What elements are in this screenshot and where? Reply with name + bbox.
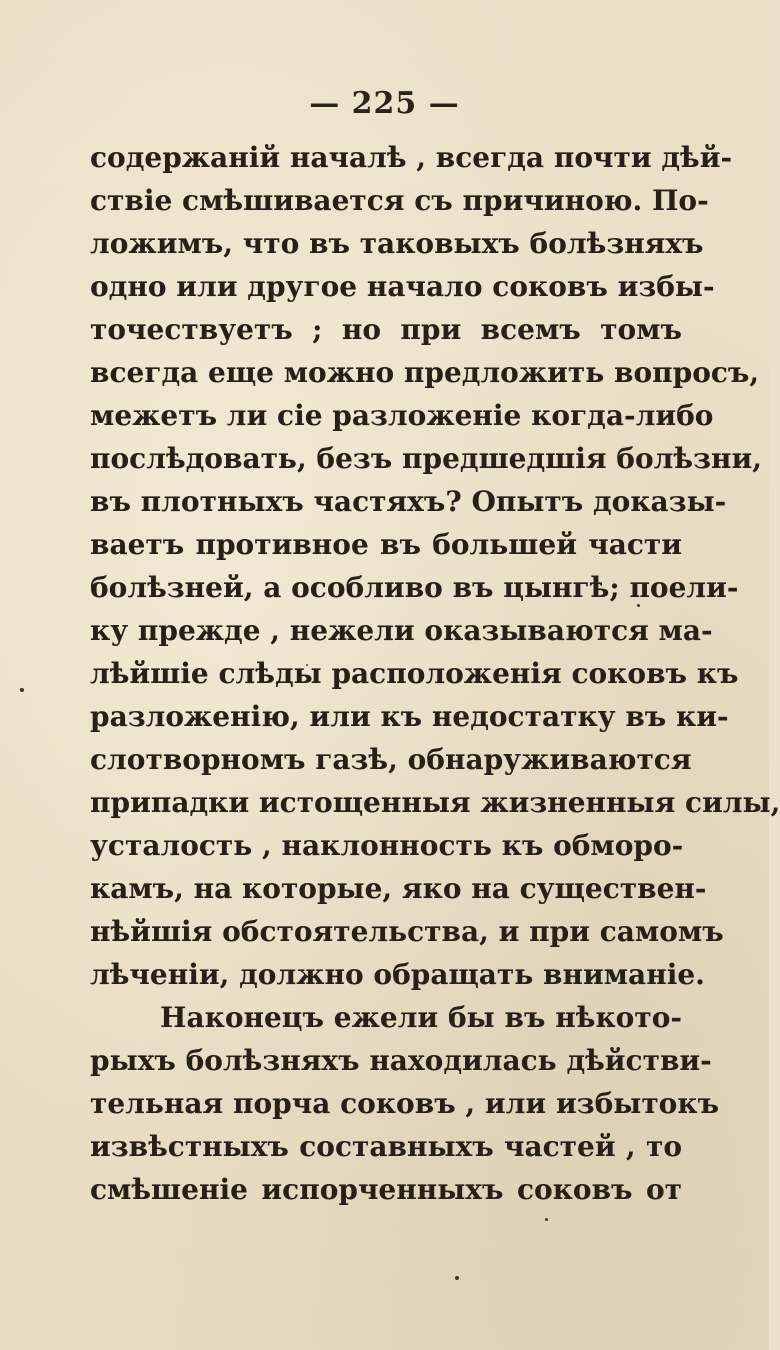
ink-speck [455, 1276, 459, 1280]
text-line: рыхъ болѣзняхъ находилась дѣйстви- [90, 1044, 712, 1077]
text-line: одно или другое начало соковъ избы- [90, 270, 715, 303]
text-line: ваетъ противное въ большей части [90, 528, 682, 561]
text-line: слотворномъ газѣ, обнаруживаются [90, 743, 692, 776]
text-line: ку прежде , нежели оказываются ма- [90, 614, 713, 647]
text-line: содержаній началѣ , всегда почти дѣй- [90, 141, 733, 174]
paragraph-end-line: лѣченіи, должно обращать вниманіе. [90, 958, 705, 991]
text-line: всегда еще можно предложить вопросъ, [90, 356, 760, 389]
text-line: ложимъ, что въ таковыхъ болѣзняхъ [90, 227, 704, 260]
text-line: нѣйшія обстоятельства, и при самомъ [90, 915, 724, 948]
text-line: межетъ ли сіе разложеніе когда-либо [90, 399, 714, 432]
text-line: припадки истощенныя жизненныя силы, [90, 786, 780, 819]
text-line: смѣшеніе испорченныхъ соковъ от [90, 1173, 682, 1206]
text-line: усталость , наклонность къ обморо- [90, 829, 684, 862]
ink-speck [20, 688, 24, 692]
page-number-header: — 225 — [309, 86, 460, 121]
text-line: извѣстныхъ составныхъ частей , то [90, 1130, 682, 1163]
text-line: ствіе смѣшивается съ причиною. По- [90, 184, 709, 217]
text-line: камъ, на которые, яко на существен- [90, 872, 707, 905]
body-text [90, 136, 780, 1211]
text-line: точествуетъ ; но при всемъ томъ [90, 313, 682, 346]
text-line: лѣйшіе слѣды расположенія соковъ къ [90, 657, 739, 690]
text-line: болѣзней, а особливо въ цынгѣ; поели- [90, 571, 739, 604]
text-line: разложенію, или къ недостатку въ ки- [90, 700, 729, 733]
ink-speck [545, 1218, 548, 1221]
text-line: тельная порча соковъ , или избытокъ [90, 1087, 720, 1120]
paragraph-first-line: Наконецъ ежели бы въ нѣкото- [160, 1001, 682, 1034]
text-line: въ плотныхъ частяхъ? Опытъ доказы- [90, 485, 727, 518]
text-line: послѣдовать, безъ предшедшія болѣзни, [90, 442, 762, 475]
